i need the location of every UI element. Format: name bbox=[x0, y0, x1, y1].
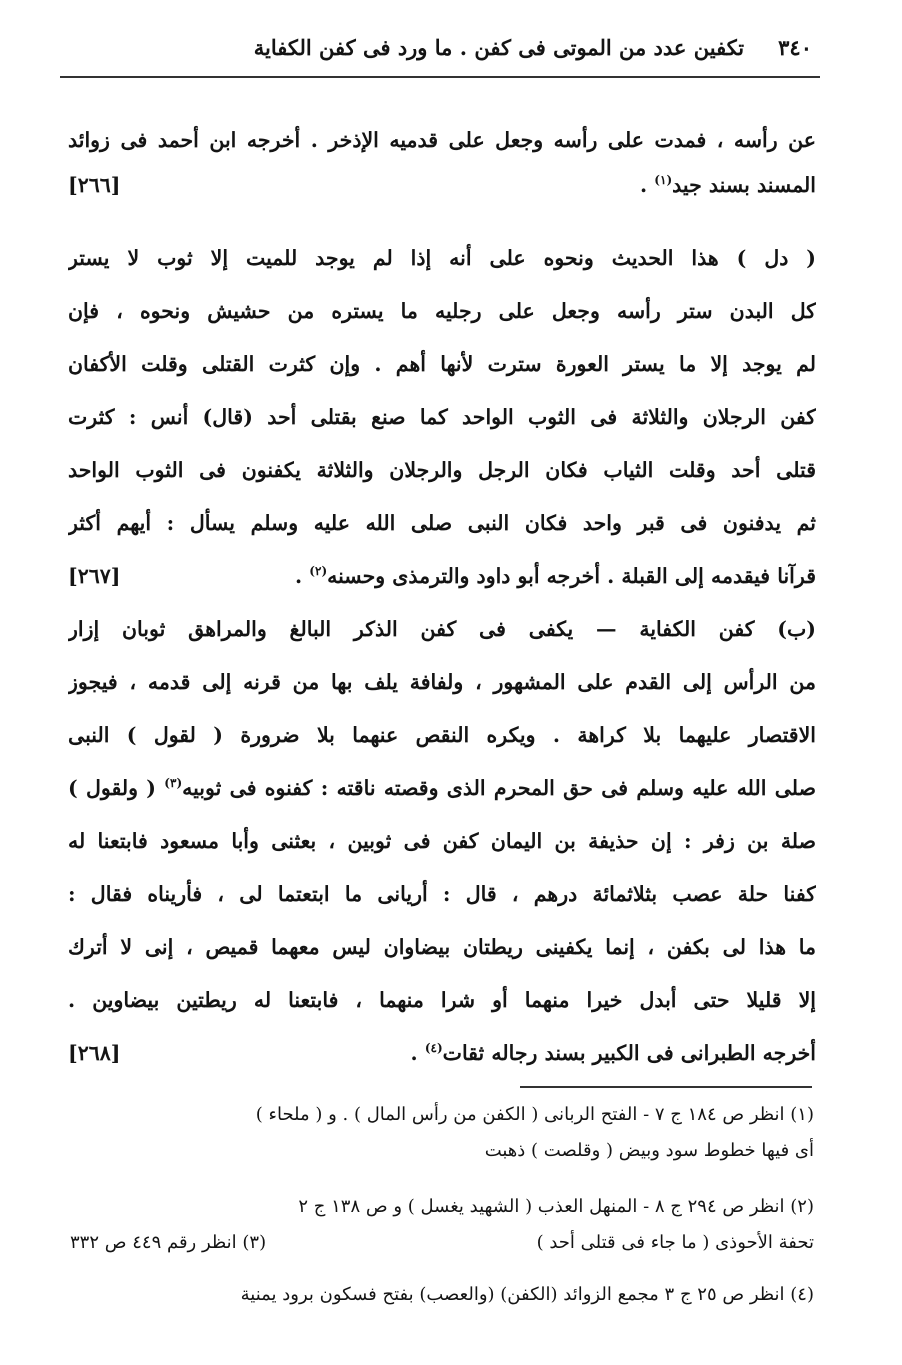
text-line: ما هذا لى بكفن ، إنما يكفينى ريطتان بيضاوان ليس معهما قميص ، إنى لا أترك bbox=[68, 935, 816, 959]
text-line: كل البدن ستر رأسه وجعل على رجليه ما يستره من حشيش ونحوه ، فإن bbox=[68, 299, 816, 323]
footnote-line: (١) انظر ص ١٨٤ ج ٧ - الفتح الربانى ( الكفن من رأس المال ) . و ( ملحاء ) bbox=[255, 1104, 814, 1125]
footnote-marker: (١) bbox=[654, 173, 673, 188]
footnote-line: أى فيها خطوط سود وبيض ( وقلصت ) ذهبت bbox=[484, 1140, 814, 1161]
text-line: المسند بسند جيد$^{(١)}$ . [٢٦٦] bbox=[68, 165, 816, 205]
footnote-marker: (٤) bbox=[424, 1041, 443, 1056]
hadith-number: [٢٦٦] bbox=[68, 173, 121, 197]
running-title: تكفين عدد من الموتى فى كفن . ما ورد فى كفن الكفاية bbox=[253, 34, 745, 60]
text-line: أخرجه الطبرانى فى الكبير بسند رجاله ثقات$^{(٤)}$ . [٢٦٨] bbox=[68, 1033, 816, 1073]
header-rule bbox=[60, 76, 820, 78]
footnote-line: (٤) انظر ص ٢٥ ج ٣ مجمع الزوائد (الكفن) (والعصب) بفتح فسكون برود يمنية bbox=[240, 1284, 814, 1305]
running-header bbox=[72, 30, 812, 64]
text-line: من الرأس إلى القدم على المشهور ، ولفافة يلف بها من قرنه إلى قدمه ، فيجوز bbox=[68, 670, 816, 694]
text-line: عن رأسه ، فمدت على رأسه وجعل على قدميه الإذخر . أخرجه ابن أحمد فى زوائد bbox=[68, 128, 816, 152]
text-line: قرآنا فيقدمه إلى القبلة . أخرجه أبو داود والترمذى وحسنه$^{(٢)}$ . [٢٦٧] bbox=[68, 556, 816, 596]
text-line: الاقتصار عليهما بلا كراهة . ويكره النقص عنهما بلا ضرورة ( لقول ) النبى bbox=[68, 723, 816, 747]
footnote-line: (٢) انظر ص ٢٩٤ ج ٨ - المنهل العذب ( الشهيد يغسل ) و ص ١٣٨ ج ٢ bbox=[298, 1196, 814, 1217]
text-line: لم يوجد إلا ما يستر العورة سترت لأنها أهم . وإن كثرت القتلى وقلت الأكفان bbox=[68, 352, 816, 376]
text-line: صلة بن زفر : إن حذيفة بن اليمان كفن فى ثوبين ، بعثنى وأبا مسعود فابتعنا له bbox=[68, 829, 816, 853]
footnote-3: (٣) انظر رقم ٤٤٩ ص ٣٣٢ bbox=[70, 1232, 267, 1253]
footnote-line: تحفة الأحوذى ( ما جاء فى قتلى أحد ) (٣) انظر رقم ٤٤٩ ص ٣٣٢ bbox=[70, 1226, 814, 1260]
text-line: ثم يدفنون فى قبر واحد فكان النبى صلى الله عليه وسلم يسأل : أيهم أكثر bbox=[68, 511, 816, 535]
text-line: قتلى أحد وقلت الثياب فكان الرجل والرجلان والثلاثة يكفنون فى الثوب الواحد bbox=[68, 458, 816, 482]
hadith-number: [٢٦٨] bbox=[68, 1041, 121, 1065]
page-number: ٣٤٠ bbox=[778, 34, 812, 60]
text-line: ( دل ) هذا الحديث ونحوه على أنه إذا لم يوجد للميت إلا ثوب لا يستر bbox=[68, 246, 816, 270]
footnote-marker: (٢) bbox=[309, 564, 328, 579]
footnote-rule bbox=[520, 1086, 812, 1088]
text-line: كفن الرجلان والثلاثة فى الثوب الواحد كما صنع بقتلى أحد (قال) أنس : كثرت bbox=[68, 405, 816, 429]
text-line: إلا قليلا حتى أبدل خيرا منهما أو شرا منهما ، فابتعنا له ريطتين بيضاوين . bbox=[68, 988, 816, 1012]
hadith-number: [٢٦٧] bbox=[68, 564, 121, 588]
text-line: كفنا حلة عصب بثلاثمائة درهم ، قال : أريانى ما ابتعتما لى ، فأريناه فقال : bbox=[68, 882, 816, 906]
text-line: (ب) كفن الكفاية — يكفى فى كفن الذكر البالغ والمراهق ثوبان إزار bbox=[68, 617, 816, 641]
footnote-marker: (٣) bbox=[164, 776, 183, 791]
text-line: صلى الله عليه وسلم فى حق المحرم الذى وقصته ناقته : كفنوه فى ثوبيه$^{(٣)}$ ( ولقول ) bbox=[68, 776, 816, 800]
